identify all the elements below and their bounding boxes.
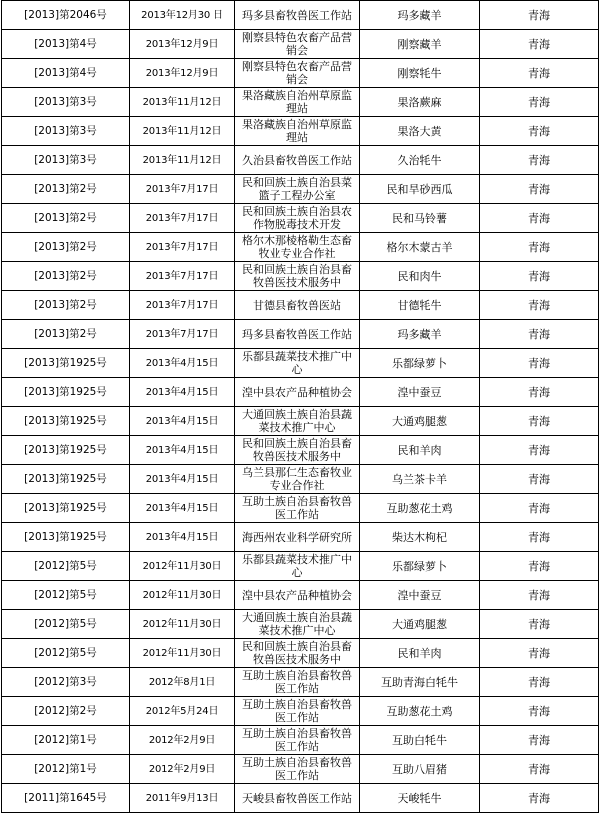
product-name-cell: 互助葱花土鸡 [360, 697, 480, 726]
table-row [2, 639, 599, 668]
region-cell: 青海 [480, 117, 599, 146]
doc-number-cell: [2013]第2号 [2, 204, 130, 233]
product-name-cell: 果洛蕨麻 [360, 88, 480, 117]
applicant-unit-cell: 民和回族土族自治县菜篮子工程办公室 [235, 175, 360, 204]
date-cell: 2013年4月15日 [130, 349, 235, 378]
region-cell: 青海 [480, 436, 599, 465]
product-name-cell: 乐都绿萝卜 [360, 552, 480, 581]
applicant-unit-cell: 海西州农业科学研究所 [235, 523, 360, 552]
region-cell: 青海 [480, 30, 599, 59]
doc-number-cell: [2013]第1925号 [2, 465, 130, 494]
table-row [2, 320, 599, 349]
date-cell: 2013年4月15日 [130, 407, 235, 436]
table-row [2, 494, 599, 523]
date-cell: 2012年11月30日 [130, 581, 235, 610]
doc-number-cell: [2013]第1925号 [2, 494, 130, 523]
product-name-cell: 民和肉牛 [360, 262, 480, 291]
product-name-cell: 互助八眉猪 [360, 755, 480, 784]
table-row [2, 30, 599, 59]
table-row [2, 146, 599, 175]
doc-number-cell: [2013]第4号 [2, 30, 130, 59]
region-cell: 青海 [480, 639, 599, 668]
doc-number-cell: [2013]第1925号 [2, 523, 130, 552]
product-name-cell: 果洛大黄 [360, 117, 480, 146]
doc-number-cell: [2013]第2号 [2, 175, 130, 204]
table-row [2, 378, 599, 407]
table-row [2, 407, 599, 436]
applicant-unit-cell: 乐都县蔬菜技术推广中心 [235, 552, 360, 581]
region-cell: 青海 [480, 523, 599, 552]
doc-number-cell: [2013]第3号 [2, 146, 130, 175]
region-cell: 青海 [480, 552, 599, 581]
product-name-cell: 民和马铃薯 [360, 204, 480, 233]
product-name-cell: 天峻牦牛 [360, 784, 480, 813]
applicant-unit-cell: 乌兰县那仁生态畜牧业专业合作社 [235, 465, 360, 494]
date-cell: 2013年7月17日 [130, 204, 235, 233]
date-cell: 2012年2月9日 [130, 755, 235, 784]
applicant-unit-cell: 湟中县农产品种植协会 [235, 581, 360, 610]
product-name-cell: 格尔木蒙古羊 [360, 233, 480, 262]
date-cell: 2013年12月30 日 [130, 1, 235, 30]
applicant-unit-cell: 久治县畜牧兽医工作站 [235, 146, 360, 175]
region-cell: 青海 [480, 59, 599, 88]
date-cell: 2013年12月9日 [130, 59, 235, 88]
product-name-cell: 乐都绿萝卜 [360, 349, 480, 378]
table-row [2, 175, 599, 204]
applicant-unit-cell: 大通回族土族自治县蔬菜技术推广中心 [235, 610, 360, 639]
product-name-cell: 刚察牦牛 [360, 59, 480, 88]
region-cell: 青海 [480, 465, 599, 494]
doc-number-cell: [2013]第1925号 [2, 407, 130, 436]
table-row [2, 726, 599, 755]
product-name-cell: 互助白牦牛 [360, 726, 480, 755]
table-row [2, 59, 599, 88]
region-cell: 青海 [480, 1, 599, 30]
doc-number-cell: [2013]第1925号 [2, 436, 130, 465]
doc-number-cell: [2013]第2号 [2, 320, 130, 349]
doc-number-cell: [2012]第2号 [2, 697, 130, 726]
applicant-unit-cell: 果洛藏族自治州草原监理站 [235, 88, 360, 117]
date-cell: 2013年4月15日 [130, 523, 235, 552]
table-row [2, 88, 599, 117]
doc-number-cell: [2012]第5号 [2, 639, 130, 668]
product-name-cell: 民和羊肉 [360, 639, 480, 668]
doc-number-cell: [2013]第2号 [2, 262, 130, 291]
region-cell: 青海 [480, 494, 599, 523]
date-cell: 2012年11月30日 [130, 639, 235, 668]
product-name-cell: 湟中蚕豆 [360, 378, 480, 407]
product-name-cell: 湟中蚕豆 [360, 581, 480, 610]
region-cell: 青海 [480, 407, 599, 436]
date-cell: 2012年11月30日 [130, 552, 235, 581]
date-cell: 2013年7月17日 [130, 320, 235, 349]
date-cell: 2013年4月15日 [130, 378, 235, 407]
product-name-cell: 大通鸡腿葱 [360, 610, 480, 639]
product-name-cell: 大通鸡腿葱 [360, 407, 480, 436]
product-name-cell: 民和羊肉 [360, 436, 480, 465]
table-row [2, 1, 599, 30]
table-row [2, 117, 599, 146]
doc-number-cell: [2013]第1925号 [2, 378, 130, 407]
doc-number-cell: [2012]第1号 [2, 726, 130, 755]
applicant-unit-cell: 互助土族自治县畜牧兽医工作站 [235, 726, 360, 755]
table-row [2, 552, 599, 581]
product-name-cell: 久治牦牛 [360, 146, 480, 175]
region-cell: 青海 [480, 378, 599, 407]
date-cell: 2013年4月15日 [130, 494, 235, 523]
applicant-unit-cell: 互助土族自治县畜牧兽医工作站 [235, 697, 360, 726]
doc-number-cell: [2013]第3号 [2, 117, 130, 146]
doc-number-cell: [2013]第4号 [2, 59, 130, 88]
applicant-unit-cell: 民和回族土族自治县农作物脱毒技术开发 [235, 204, 360, 233]
applicant-unit-cell: 刚察县特色农畜产品营销会 [235, 30, 360, 59]
table-row [2, 668, 599, 697]
geographic-indication-table [1, 0, 599, 813]
product-name-cell: 互助青海白牦牛 [360, 668, 480, 697]
date-cell: 2012年8月1日 [130, 668, 235, 697]
doc-number-cell: [2013]第1925号 [2, 349, 130, 378]
doc-number-cell: [2012]第5号 [2, 610, 130, 639]
table-row [2, 233, 599, 262]
table-row [2, 204, 599, 233]
region-cell: 青海 [480, 755, 599, 784]
date-cell: 2013年7月17日 [130, 291, 235, 320]
product-name-cell: 玛多藏羊 [360, 320, 480, 349]
region-cell: 青海 [480, 610, 599, 639]
applicant-unit-cell: 果洛藏族自治州草原监理站 [235, 117, 360, 146]
region-cell: 青海 [480, 146, 599, 175]
date-cell: 2013年11月12日 [130, 146, 235, 175]
applicant-unit-cell: 格尔木那棱格勒生态畜牧业专业合作社 [235, 233, 360, 262]
table-row [2, 523, 599, 552]
doc-number-cell: [2013]第2号 [2, 233, 130, 262]
region-cell: 青海 [480, 697, 599, 726]
table-row [2, 349, 599, 378]
table-row [2, 697, 599, 726]
applicant-unit-cell: 天峻县畜牧兽医工作站 [235, 784, 360, 813]
product-name-cell: 甘德牦牛 [360, 291, 480, 320]
doc-number-cell: [2011]第1645号 [2, 784, 130, 813]
applicant-unit-cell: 民和回族土族自治县畜牧兽医技术服务中 [235, 436, 360, 465]
doc-number-cell: [2013]第2046号 [2, 1, 130, 30]
region-cell: 青海 [480, 175, 599, 204]
table-row [2, 581, 599, 610]
table-row [2, 610, 599, 639]
date-cell: 2013年7月17日 [130, 233, 235, 262]
date-cell: 2011年9月13日 [130, 784, 235, 813]
product-name-cell: 乌兰茶卡羊 [360, 465, 480, 494]
applicant-unit-cell: 刚察县特色农畜产品营销会 [235, 59, 360, 88]
table-row [2, 291, 599, 320]
applicant-unit-cell: 互助土族自治县畜牧兽医工作站 [235, 755, 360, 784]
applicant-unit-cell: 互助土族自治县畜牧兽医工作站 [235, 668, 360, 697]
applicant-unit-cell: 甘德县畜牧兽医站 [235, 291, 360, 320]
product-name-cell: 玛多藏羊 [360, 1, 480, 30]
region-cell: 青海 [480, 88, 599, 117]
applicant-unit-cell: 大通回族土族自治县蔬菜技术推广中心 [235, 407, 360, 436]
table-row [2, 755, 599, 784]
region-cell: 青海 [480, 262, 599, 291]
date-cell: 2013年7月17日 [130, 175, 235, 204]
region-cell: 青海 [480, 320, 599, 349]
product-name-cell: 民和旱砂西瓜 [360, 175, 480, 204]
doc-number-cell: [2012]第5号 [2, 581, 130, 610]
date-cell: 2013年11月12日 [130, 117, 235, 146]
region-cell: 青海 [480, 233, 599, 262]
table-row [2, 436, 599, 465]
doc-number-cell: [2012]第5号 [2, 552, 130, 581]
applicant-unit-cell: 玛多县畜牧兽医工作站 [235, 1, 360, 30]
applicant-unit-cell: 乐都县蔬菜技术推广中心 [235, 349, 360, 378]
date-cell: 2013年12月9日 [130, 30, 235, 59]
doc-number-cell: [2013]第2号 [2, 291, 130, 320]
product-name-cell: 刚察藏羊 [360, 30, 480, 59]
applicant-unit-cell: 民和回族土族自治县畜牧兽医技术服务中 [235, 262, 360, 291]
date-cell: 2013年4月15日 [130, 436, 235, 465]
region-cell: 青海 [480, 291, 599, 320]
region-cell: 青海 [480, 349, 599, 378]
product-name-cell: 互助葱花土鸡 [360, 494, 480, 523]
table-row [2, 262, 599, 291]
date-cell: 2013年11月12日 [130, 88, 235, 117]
date-cell: 2012年11月30日 [130, 610, 235, 639]
region-cell: 青海 [480, 784, 599, 813]
doc-number-cell: [2013]第3号 [2, 88, 130, 117]
region-cell: 青海 [480, 204, 599, 233]
applicant-unit-cell: 民和回族土族自治县畜牧兽医技术服务中 [235, 639, 360, 668]
doc-number-cell: [2012]第3号 [2, 668, 130, 697]
date-cell: 2012年5月24日 [130, 697, 235, 726]
region-cell: 青海 [480, 581, 599, 610]
applicant-unit-cell: 湟中县农产品种植协会 [235, 378, 360, 407]
doc-number-cell: [2012]第1号 [2, 755, 130, 784]
region-cell: 青海 [480, 668, 599, 697]
date-cell: 2012年2月9日 [130, 726, 235, 755]
applicant-unit-cell: 玛多县畜牧兽医工作站 [235, 320, 360, 349]
table-body [2, 1, 599, 813]
applicant-unit-cell: 互助土族自治县畜牧兽医工作站 [235, 494, 360, 523]
date-cell: 2013年7月17日 [130, 262, 235, 291]
date-cell: 2013年4月15日 [130, 465, 235, 494]
product-name-cell: 柴达木枸杞 [360, 523, 480, 552]
table-row [2, 465, 599, 494]
table-row [2, 784, 599, 813]
region-cell: 青海 [480, 726, 599, 755]
